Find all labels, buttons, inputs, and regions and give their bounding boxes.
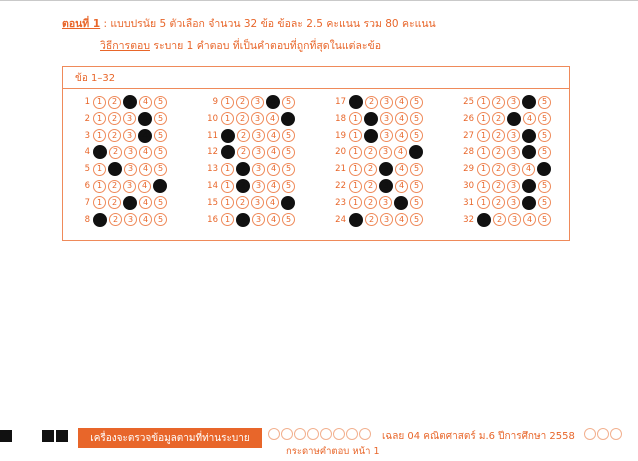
filled-choice-bubble[interactable]: 1	[477, 213, 491, 227]
footer-circle	[307, 428, 319, 440]
answer-row	[199, 128, 319, 144]
choice-bubble[interactable]: 5	[282, 213, 295, 226]
filled-choice-bubble[interactable]: 1	[221, 129, 235, 143]
filled-choice-bubble[interactable]: 5	[537, 162, 551, 176]
filled-choice-bubble[interactable]: 3	[379, 162, 393, 176]
choice-bubble[interactable]: 3	[123, 180, 136, 193]
filled-choice-bubble[interactable]: 5	[281, 112, 295, 126]
choice-bubble[interactable]: 1	[93, 129, 106, 142]
answer-row	[71, 161, 191, 177]
choice-bubble[interactable]: 3	[252, 213, 265, 226]
choice-bubble[interactable]: 2	[364, 180, 377, 193]
choice-bubble[interactable]: 2	[237, 129, 250, 142]
choice-bubble[interactable]: 5	[154, 196, 167, 209]
timing-mark	[56, 430, 68, 442]
question-number: 25	[463, 97, 474, 107]
question-number: 8	[84, 214, 90, 225]
question-number: 24	[335, 214, 346, 225]
answer-box-header	[63, 67, 569, 89]
choice-bubble[interactable]: 5	[538, 112, 551, 125]
question-number: 15	[207, 197, 218, 208]
answer-row	[71, 212, 191, 228]
filled-choice-bubble[interactable]: 4	[522, 95, 536, 109]
choice-bubble[interactable]: 2	[108, 196, 121, 209]
choice-bubble[interactable]: 3	[508, 213, 521, 226]
answer-row	[199, 195, 319, 211]
answer-box-divider	[63, 88, 569, 89]
choice-bubble[interactable]: 4	[395, 112, 408, 125]
answer-row	[199, 212, 319, 228]
answer-row	[199, 161, 319, 177]
choice-bubble[interactable]: 1	[221, 196, 234, 209]
choice-bubble[interactable]: 3	[251, 112, 264, 125]
question-number: 1	[84, 97, 90, 107]
choice-bubble[interactable]: 4	[266, 196, 279, 209]
choice-bubble[interactable]: 1	[221, 163, 234, 176]
answer-row	[327, 111, 447, 127]
answer-row	[327, 161, 447, 177]
choice-bubble[interactable]: 1	[93, 180, 106, 193]
answer-row	[327, 144, 447, 160]
answer-row	[71, 178, 191, 194]
choice-bubble[interactable]: 4	[523, 213, 536, 226]
choice-bubble[interactable]: 2	[492, 96, 505, 109]
choice-bubble[interactable]: 5	[154, 96, 167, 109]
choice-bubble[interactable]: 3	[379, 196, 392, 209]
choice-bubble[interactable]: 4	[139, 96, 152, 109]
choice-bubble[interactable]: 2	[108, 96, 121, 109]
choice-bubble[interactable]: 2	[492, 146, 505, 159]
choice-bubble[interactable]: 4	[394, 146, 407, 159]
question-number: 7	[84, 197, 90, 208]
answer-row	[455, 195, 575, 211]
choice-bubble[interactable]: 2	[109, 146, 122, 159]
question-number: 20	[335, 147, 346, 158]
choice-bubble[interactable]: 1	[93, 196, 106, 209]
filled-choice-bubble[interactable]: 3	[507, 112, 521, 126]
choice-bubble[interactable]: 4	[139, 146, 152, 159]
choice-bubble[interactable]: 4	[523, 112, 536, 125]
choice-bubble[interactable]: 1	[349, 180, 362, 193]
choice-bubble[interactable]: 4	[395, 96, 408, 109]
choice-bubble[interactable]: 5	[410, 180, 423, 193]
filled-choice-bubble[interactable]: 1	[349, 213, 363, 227]
filled-choice-bubble[interactable]: 2	[236, 162, 250, 176]
choice-bubble[interactable]: 3	[252, 163, 265, 176]
choice-bubble[interactable]: 5	[282, 129, 295, 142]
choice-bubble[interactable]: 5	[538, 146, 551, 159]
choice-bubble[interactable]: 5	[154, 213, 167, 226]
answer-grid	[63, 91, 569, 241]
question-number: 10	[207, 113, 218, 124]
choice-bubble[interactable]: 2	[364, 196, 377, 209]
choice-bubble[interactable]: 2	[108, 112, 121, 125]
choice-bubble[interactable]: 5	[282, 163, 295, 176]
choice-bubble[interactable]: 5	[538, 180, 551, 193]
question-number: 32	[463, 214, 474, 225]
question-number: 16	[207, 214, 218, 225]
part-heading	[62, 15, 436, 32]
choice-bubble[interactable]: 1	[477, 163, 490, 176]
choice-bubble[interactable]: 3	[252, 180, 265, 193]
choice-bubble[interactable]: 4	[395, 180, 408, 193]
question-number: 28	[463, 147, 474, 158]
choice-bubble[interactable]: 4	[267, 213, 280, 226]
choice-bubble[interactable]: 4	[395, 213, 408, 226]
footer-circle-marks-right	[584, 428, 623, 440]
choice-bubble[interactable]: 3	[252, 129, 265, 142]
choice-bubble[interactable]: 1	[477, 112, 490, 125]
choice-bubble[interactable]: 1	[477, 129, 490, 142]
footer-page-label: กระดาษคำตอบ หน้า 1	[286, 446, 380, 457]
choice-bubble[interactable]: 4	[139, 196, 152, 209]
answer-row	[455, 144, 575, 160]
choice-bubble[interactable]: 3	[124, 163, 137, 176]
choice-bubble[interactable]: 2	[492, 163, 505, 176]
footer-circle	[320, 428, 332, 440]
choice-bubble[interactable]: 3	[380, 213, 393, 226]
filled-choice-bubble[interactable]: 3	[123, 95, 137, 109]
filled-choice-bubble[interactable]: 4	[522, 179, 536, 193]
choice-bubble[interactable]: 1	[349, 163, 362, 176]
choice-bubble[interactable]: 2	[108, 180, 121, 193]
footer-circle	[359, 428, 371, 440]
choice-bubble[interactable]: 1	[221, 180, 234, 193]
choice-bubble[interactable]: 2	[236, 196, 249, 209]
filled-choice-bubble[interactable]: 2	[236, 213, 250, 227]
choice-bubble[interactable]: 5	[410, 196, 423, 209]
footer-circle	[281, 428, 293, 440]
answer-row	[71, 144, 191, 160]
choice-bubble[interactable]: 5	[282, 180, 295, 193]
choice-bubble[interactable]: 3	[507, 146, 520, 159]
answer-row	[199, 178, 319, 194]
filled-choice-bubble[interactable]: 1	[93, 213, 107, 227]
choice-bubble[interactable]: 5	[154, 129, 167, 142]
question-number: 14	[207, 181, 218, 191]
footer-circle	[584, 428, 596, 440]
choice-bubble[interactable]: 5	[410, 96, 423, 109]
answer-row	[455, 212, 575, 228]
choice-bubble[interactable]: 4	[266, 112, 279, 125]
choice-bubble[interactable]: 3	[380, 96, 393, 109]
choice-bubble[interactable]: 5	[154, 163, 167, 176]
filled-choice-bubble[interactable]: 2	[108, 162, 122, 176]
choice-bubble[interactable]: 1	[477, 196, 490, 209]
question-number: 22	[335, 181, 346, 191]
choice-bubble[interactable]: 3	[507, 163, 520, 176]
choice-bubble[interactable]: 2	[492, 112, 505, 125]
choice-bubble[interactable]: 3	[507, 196, 520, 209]
choice-bubble[interactable]: 3	[251, 96, 264, 109]
choice-bubble[interactable]: 3	[507, 180, 520, 193]
choice-bubble[interactable]: 1	[221, 112, 234, 125]
filled-choice-bubble[interactable]: 4	[522, 196, 536, 210]
instructions-label: วิธีการตอบ	[100, 40, 150, 52]
filled-choice-bubble[interactable]: 4	[522, 145, 536, 159]
question-number: 3	[84, 130, 90, 141]
choice-bubble[interactable]: 2	[237, 146, 250, 159]
answer-row	[455, 94, 575, 110]
filled-choice-bubble[interactable]: 1	[93, 145, 107, 159]
answer-box-title: ข้อ 1–32	[75, 73, 116, 84]
choice-bubble[interactable]: 1	[477, 146, 490, 159]
question-number: 27	[463, 130, 474, 141]
footer-circle	[346, 428, 358, 440]
choice-bubble[interactable]: 3	[251, 196, 264, 209]
question-number: 5	[84, 164, 90, 175]
filled-choice-bubble[interactable]: 2	[236, 179, 250, 193]
choice-bubble[interactable]: 2	[492, 180, 505, 193]
choice-bubble[interactable]: 4	[267, 180, 280, 193]
choice-bubble[interactable]: 3	[379, 146, 392, 159]
question-number: 6	[84, 181, 90, 191]
choice-bubble[interactable]: 5	[538, 213, 551, 226]
answer-row	[455, 128, 575, 144]
choice-bubble[interactable]: 3	[507, 129, 520, 142]
filled-choice-bubble[interactable]: 5	[153, 179, 167, 193]
filled-choice-bubble[interactable]: 4	[522, 129, 536, 143]
footer-banner: เครื่องจะตรวจข้อมูลตามที่ท่านระบาย	[78, 428, 262, 448]
filled-choice-bubble[interactable]: 1	[349, 95, 363, 109]
answer-row	[455, 178, 575, 194]
filled-choice-bubble[interactable]: 2	[364, 112, 378, 126]
choice-bubble[interactable]: 5	[538, 196, 551, 209]
timing-mark	[0, 430, 12, 442]
choice-bubble[interactable]: 1	[349, 112, 362, 125]
choice-bubble[interactable]: 3	[123, 112, 136, 125]
question-number: 31	[463, 197, 474, 208]
answer-sheet-box	[62, 66, 570, 241]
footer-circle-marks	[268, 428, 372, 440]
choice-bubble[interactable]: 2	[108, 129, 121, 142]
question-number: 2	[84, 113, 90, 124]
part-label: ตอนที่ 1	[62, 18, 101, 30]
choice-bubble[interactable]: 2	[492, 196, 505, 209]
footer-circle	[268, 428, 280, 440]
choice-bubble[interactable]: 2	[365, 96, 378, 109]
choice-bubble[interactable]: 3	[123, 129, 136, 142]
filled-choice-bubble[interactable]: 1	[221, 145, 235, 159]
choice-bubble[interactable]: 5	[410, 112, 423, 125]
choice-bubble[interactable]: 1	[93, 112, 106, 125]
page-top-border	[0, 0, 638, 1]
question-number: 23	[335, 197, 346, 208]
choice-bubble[interactable]: 4	[267, 146, 280, 159]
choice-bubble[interactable]: 2	[492, 129, 505, 142]
choice-bubble[interactable]: 3	[252, 146, 265, 159]
choice-bubble[interactable]: 2	[109, 213, 122, 226]
instructions	[100, 37, 381, 54]
question-number: 18	[335, 113, 346, 124]
choice-bubble[interactable]: 5	[410, 129, 423, 142]
choice-bubble[interactable]: 4	[267, 129, 280, 142]
question-number: 11	[207, 130, 218, 141]
choice-bubble[interactable]: 1	[349, 146, 362, 159]
question-number: 30	[463, 181, 474, 191]
choice-bubble[interactable]: 1	[477, 180, 490, 193]
choice-bubble[interactable]: 1	[349, 129, 362, 142]
filled-choice-bubble[interactable]: 4	[266, 95, 280, 109]
filled-choice-bubble[interactable]: 5	[281, 196, 295, 210]
answer-row	[199, 111, 319, 127]
choice-bubble[interactable]: 3	[380, 129, 393, 142]
answer-row	[71, 111, 191, 127]
answer-row	[199, 94, 319, 110]
footer-circle	[294, 428, 306, 440]
answer-row	[327, 212, 447, 228]
choice-bubble[interactable]: 1	[477, 96, 490, 109]
choice-bubble[interactable]: 3	[380, 112, 393, 125]
footer-title: เฉลย 04 คณิตศาสตร์ ม.6 ปีการศึกษา 2558	[382, 431, 575, 442]
choice-bubble[interactable]: 2	[364, 146, 377, 159]
answer-row	[327, 178, 447, 194]
answer-row	[327, 128, 447, 144]
footer-circle	[333, 428, 345, 440]
question-number: 26	[463, 113, 474, 124]
filled-choice-bubble[interactable]: 4	[394, 196, 408, 210]
choice-bubble[interactable]: 5	[410, 163, 423, 176]
choice-bubble[interactable]: 4	[139, 213, 152, 226]
choice-bubble[interactable]: 5	[410, 213, 423, 226]
question-number: 12	[207, 147, 218, 158]
choice-bubble[interactable]: 1	[221, 213, 234, 226]
choice-bubble[interactable]: 3	[124, 146, 137, 159]
answer-row	[71, 94, 191, 110]
answer-row	[455, 111, 575, 127]
choice-bubble[interactable]: 4	[395, 129, 408, 142]
question-number: 4	[84, 147, 90, 158]
choice-bubble[interactable]: 2	[364, 163, 377, 176]
choice-bubble[interactable]: 4	[138, 180, 151, 193]
answer-row	[327, 94, 447, 110]
answer-row	[199, 144, 319, 160]
choice-bubble[interactable]: 4	[139, 163, 152, 176]
question-number: 13	[207, 164, 218, 175]
choice-bubble[interactable]: 4	[267, 163, 280, 176]
question-number: 17	[335, 97, 346, 107]
question-number: 21	[335, 164, 346, 175]
filled-choice-bubble[interactable]: 3	[379, 179, 393, 193]
answer-row	[455, 161, 575, 177]
question-number: 29	[463, 164, 474, 175]
choice-bubble[interactable]: 5	[538, 96, 551, 109]
choice-bubble[interactable]: 1	[93, 96, 106, 109]
question-number: 9	[212, 97, 218, 107]
answer-row	[71, 128, 191, 144]
timing-mark	[42, 430, 54, 442]
choice-bubble[interactable]: 5	[154, 112, 167, 125]
choice-bubble[interactable]: 5	[282, 146, 295, 159]
answer-row	[71, 195, 191, 211]
question-number: 19	[335, 130, 346, 141]
choice-bubble[interactable]: 5	[538, 129, 551, 142]
choice-bubble[interactable]: 4	[395, 163, 408, 176]
choice-bubble[interactable]: 1	[221, 96, 234, 109]
choice-bubble[interactable]: 5	[154, 146, 167, 159]
choice-bubble[interactable]: 2	[365, 213, 378, 226]
choice-bubble[interactable]: 5	[282, 96, 295, 109]
part-description: : แบบปรนัย 5 ตัวเลือก จำนวน 32 ข้อ ข้อละ 2.5 คะแนน รวม 80 คะแนน	[103, 18, 436, 30]
filled-choice-bubble[interactable]: 4	[138, 129, 152, 143]
footer-circle	[597, 428, 609, 440]
choice-bubble[interactable]: 4	[522, 163, 535, 176]
answer-row	[327, 195, 447, 211]
filled-choice-bubble[interactable]: 3	[123, 196, 137, 210]
choice-bubble[interactable]: 1	[349, 196, 362, 209]
choice-bubble[interactable]: 1	[93, 163, 106, 176]
choice-bubble[interactable]: 3	[124, 213, 137, 226]
filled-choice-bubble[interactable]: 4	[138, 112, 152, 126]
footer-circle	[610, 428, 622, 440]
filled-choice-bubble[interactable]: 2	[364, 129, 378, 143]
choice-bubble[interactable]: 2	[236, 112, 249, 125]
choice-bubble[interactable]: 3	[507, 96, 520, 109]
choice-bubble[interactable]: 2	[493, 213, 506, 226]
choice-bubble[interactable]: 2	[236, 96, 249, 109]
filled-choice-bubble[interactable]: 5	[409, 145, 423, 159]
instructions-text: ระบาย 1 คำตอบ ที่เป็นคำตอบที่ถูกที่สุดในแต่ละข้อ	[153, 40, 382, 52]
